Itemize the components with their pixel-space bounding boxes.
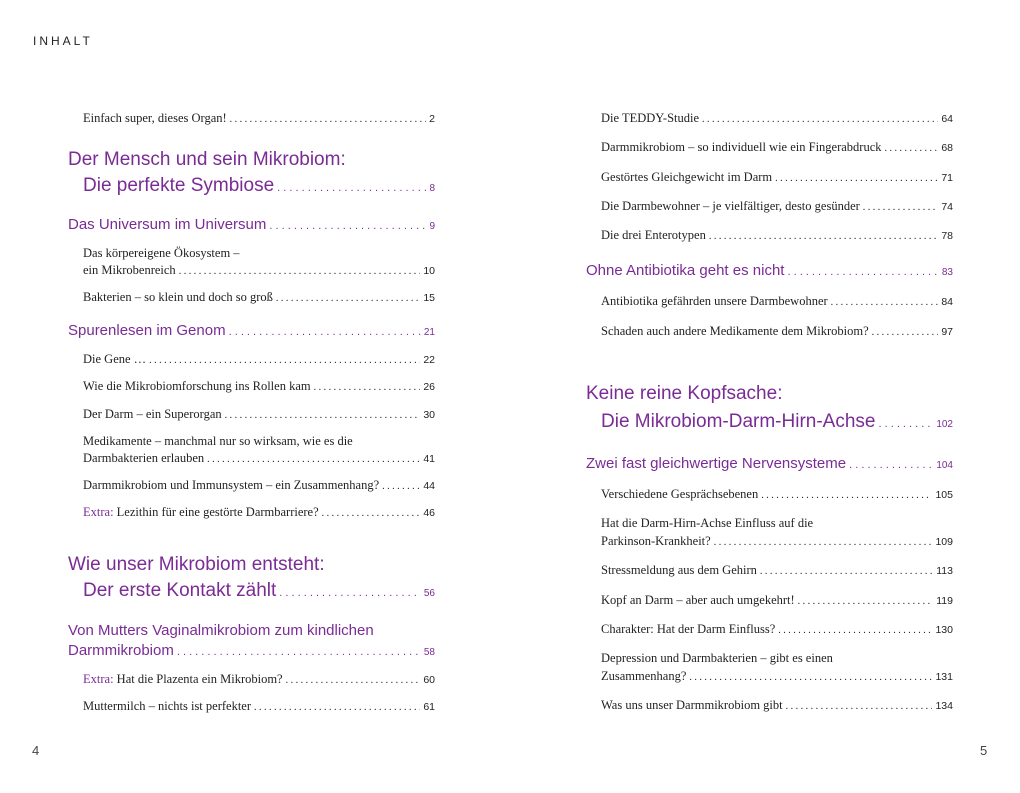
toc-entry[interactable]: Muttermilch – nichts ist perfekter . . . 61 xyxy=(83,699,435,714)
toc-entry[interactable]: Die Gene … . . . 22 xyxy=(83,352,435,367)
toc-entry-extra[interactable]: Extra: Lezithin für eine gestörte Darmbarriere? . . . 46 xyxy=(83,505,435,520)
toc-entry[interactable]: Die TEDDY-Studie . . . 64 xyxy=(601,111,953,126)
chapter-title[interactable]: Der erste Kontakt zählt . . . 56 xyxy=(83,580,435,602)
toc-entry[interactable]: Parkinson-Krankheit? . . . 109 xyxy=(601,534,953,549)
toc-entry[interactable]: Schaden auch andere Medikamente dem Mikrobiom? . . . 97 xyxy=(601,324,953,339)
toc-entry[interactable]: Hat die Darm-Hirn-Achse Einfluss auf die xyxy=(601,516,814,530)
toc-entry-intro[interactable]: Einfach super, dieses Organ! . . . 2 xyxy=(83,111,435,126)
toc-entry[interactable]: Depression und Darmbakterien – gibt es einen xyxy=(601,651,833,665)
chapter-title[interactable]: Wie unser Mikrobiom entsteht: xyxy=(68,554,325,575)
page-number-right: 5 xyxy=(980,743,988,758)
toc-entry[interactable]: Darmmikrobiom und Immunsystem – ein Zusammenhang? . . . 44 xyxy=(83,478,435,493)
toc-entry-extra[interactable]: Extra: Hat die Plazenta ein Mikrobiom? . . . 60 xyxy=(83,672,435,687)
toc-entry[interactable]: Die drei Enterotypen . . . 78 xyxy=(601,228,953,243)
section-title[interactable]: Das Universum im Universum . . . 9 xyxy=(68,216,435,233)
toc-entry[interactable]: Verschiedene Gesprächsebenen . . . 105 xyxy=(601,487,953,502)
extra-label: Extra: xyxy=(83,505,114,519)
toc-entry[interactable]: Charakter: Hat der Darm Einfluss? . . . 130 xyxy=(601,622,953,637)
chapter-title[interactable]: Die Mikrobiom-Darm-Hirn-Achse . . . 102 xyxy=(601,411,953,433)
toc-entry[interactable]: Kopf an Darm – aber auch umgekehrt! . . . 119 xyxy=(601,593,953,608)
chapter-title[interactable]: Der Mensch und sein Mikrobiom: xyxy=(68,149,346,170)
toc-entry[interactable]: Darmmikrobiom – so individuell wie ein Fingerabdruck . . . 68 xyxy=(601,140,953,155)
section-title[interactable]: Spurenlesen im Genom . . . 21 xyxy=(68,322,435,339)
toc-entry[interactable]: Die Darmbewohner – je vielfältiger, desto gesünder . . . 74 xyxy=(601,199,953,214)
section-title[interactable]: Von Mutters Vaginalmikrobiom zum kindlichen xyxy=(68,622,374,639)
chapter-title[interactable]: Die perfekte Symbiose . . . 8 xyxy=(83,175,435,197)
toc-entry[interactable]: Darmbakterien erlauben . . . 41 xyxy=(83,451,435,466)
toc-entry[interactable]: Wie die Mikrobiomforschung ins Rollen kam . . . 26 xyxy=(83,379,435,394)
section-title[interactable]: Ohne Antibiotika geht es nicht . . . 83 xyxy=(586,262,953,279)
toc-header: INHALT xyxy=(33,34,93,48)
toc-entry[interactable]: Bakterien – so klein und doch so groß . . . 15 xyxy=(83,290,435,305)
toc-entry[interactable]: Zusammenhang? . . . 131 xyxy=(601,669,953,684)
toc-entry[interactable]: ein Mikrobenreich . . . 10 xyxy=(83,263,435,278)
toc-entry[interactable]: Gestörtes Gleichgewicht im Darm . . . 71 xyxy=(601,170,953,185)
chapter-title[interactable]: Keine reine Kopfsache: xyxy=(586,383,783,404)
section-title[interactable]: Darmmikrobiom . . . 58 xyxy=(68,642,435,659)
toc-entry[interactable]: Antibiotika gefährden unsere Darmbewohner . . . 84 xyxy=(601,294,953,309)
page-number-left: 4 xyxy=(32,743,40,758)
section-title[interactable]: Zwei fast gleichwertige Nervensysteme . . . 104 xyxy=(586,455,953,472)
toc-entry[interactable]: Der Darm – ein Superorgan . . . 30 xyxy=(83,407,435,422)
toc-entry[interactable]: Was uns unser Darmmikrobiom gibt . . . 134 xyxy=(601,698,953,713)
toc-entry[interactable]: Medikamente – manchmal nur so wirksam, wie es die xyxy=(83,434,353,448)
extra-label: Extra: xyxy=(83,672,114,686)
toc-entry[interactable]: Stressmeldung aus dem Gehirn . . . 113 xyxy=(601,563,953,578)
toc-entry[interactable]: Das körpereigene Ökosystem – xyxy=(83,246,240,260)
